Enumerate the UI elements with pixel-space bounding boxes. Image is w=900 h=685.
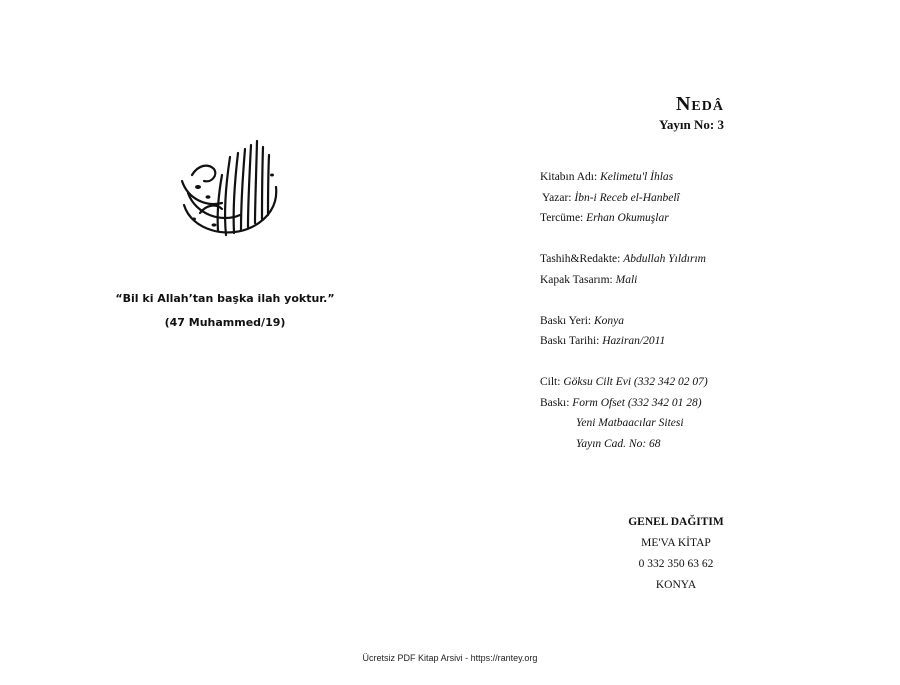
credit-label: Cilt: xyxy=(540,376,564,388)
publisher-name: Nedâ xyxy=(675,93,724,115)
credit-label: Yazar: xyxy=(542,191,575,204)
credit-print-date xyxy=(540,331,708,352)
credit-editor xyxy=(540,249,708,270)
credit-address-line1 xyxy=(540,413,708,434)
distribution-company: ME'VA KİTAP xyxy=(641,537,711,549)
credit-title xyxy=(540,167,708,188)
credit-label: Baskı: xyxy=(540,396,573,409)
book-credits xyxy=(540,167,708,454)
credit-label: Baskı Tarihi: xyxy=(540,335,603,347)
distribution-phone: 0 332 350 63 62 xyxy=(638,558,714,570)
credit-printing xyxy=(540,393,708,414)
credit-value: Haziran/2011 xyxy=(602,335,666,347)
distribution-heading: GENEL DAĞITIM xyxy=(628,516,724,528)
credit-binding xyxy=(540,372,708,393)
credit-label: Baskı Yeri: xyxy=(540,314,594,327)
credit-translator xyxy=(540,208,708,229)
credit-value: Mali xyxy=(615,273,638,286)
basmala-calligraphy-icon xyxy=(178,135,284,243)
publication-number: Yayın No: 3 xyxy=(658,117,724,132)
credit-value: Yeni Matbaacılar Sitesi xyxy=(576,417,684,429)
credit-label: Kitabın Adı: xyxy=(540,171,601,183)
credit-value: Form Ofset (332 342 01 28) xyxy=(572,396,702,409)
quote-reference: (47 Muhammed/19) xyxy=(164,316,286,329)
publisher-header xyxy=(659,92,724,134)
credit-value: Konya xyxy=(594,314,625,327)
quote-block xyxy=(110,292,340,330)
credit-value: Kelimetu'l İhlas xyxy=(600,171,674,183)
credit-value: Göksu Cilt Evi (332 342 02 07) xyxy=(563,376,708,388)
quote-text: “Bil ki Allah’tan başka ilah yoktur.” xyxy=(115,292,335,305)
credit-author xyxy=(540,188,708,209)
credit-cover xyxy=(540,270,708,291)
distribution-city: KONYA xyxy=(655,579,697,591)
credit-value: Abdullah Yıldırım xyxy=(623,253,706,265)
credit-label: Kapak Tasarım: xyxy=(540,273,616,286)
credit-value: Yayın Cad. No: 68 xyxy=(576,437,661,450)
credit-address-line2 xyxy=(540,434,708,455)
credit-label: Tercüme: xyxy=(540,212,587,224)
credit-print-place xyxy=(540,311,708,332)
credit-value: İbn-i Receb el-Hanbelî xyxy=(574,191,680,204)
distribution-block xyxy=(606,512,746,596)
footer-text: Ücretsiz PDF Kitap Arsivi - https://rantey.org xyxy=(362,653,538,663)
credit-label: Tashih&Redakte: xyxy=(540,253,624,265)
credit-value: Erhan Okumuşlar xyxy=(586,212,669,224)
